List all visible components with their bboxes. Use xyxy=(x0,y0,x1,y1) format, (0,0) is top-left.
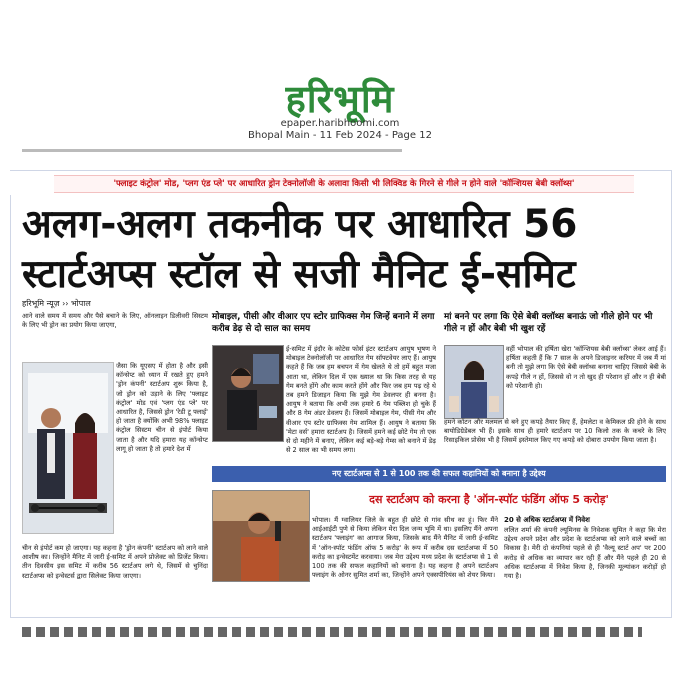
next-article-fragment xyxy=(22,624,662,640)
drone-founders-photo xyxy=(22,362,114,534)
column-1-intro: आने वाले समय में समय और पैसे बचाने के लिए, ऑनलाइन डिलीवरी सिस्टम के लिए भी ड्रोन का प्रयोग किया जाएगा, xyxy=(22,312,208,330)
investor-photo xyxy=(212,490,310,582)
headline-line-1: अलग-अलग तकनीक पर आधारित 56 xyxy=(22,202,578,247)
subhead-funding: दस स्टार्टअप को करना है 'ऑन-स्पॉट फंडिंग ऑफ 5 करोड़' xyxy=(369,493,609,506)
column-funding-body: भोपाल। मैं ग्वालियर जिले के बहुत ही छोटे से गांव सीथ का हूं। फिर मैंने आईआईटी पुणे से किया लेकिन मेरा दिल जन्म भूमि में था। इसलिए मैंने अपना स्टार्टअप 'फ्लाइंग' का आगाज किया, जिसके बाद मैंने मैनिट में जारी ई-समिट में 'ऑन-स्पॉट फंडिंग ऑफ 5 करोड़' के रूप में करीब दस स्टार्टअप्स में 50 करोड़ का इन्वेस्टमेंट करवाया। जब मेरा उद्देश्य मध्य प्रदेश के स्टार्टअप्स से 1 से 100 तक की सफल कहानियों को बनाना है। यह कहना है अपने स्टार्टअप फ्लाइंग के ओनर सुमित शर्मा का, जिन्होंने अपने एक्सपीरियंस को शेयर किया। xyxy=(312,516,498,580)
column-1-continuation: चीन से इंपोर्ट कम हो जाएगा। यह कहना है 'ड्रोन कंपनी' स्टार्टअप को लाने वाले आशीष का। जिन्होंने मैनिट में जारी ई-समिट में अपने प्रोजेक्ट को प्रिजेंट किया। तीन दिवसीय इस समिट में करीब 56 स्टार्टअप लगे थे, जिसमें से चुनिंदा स्टार्टअप्स को इन्वेस्टर्स द्वारा सिलेक्ट किया जाएगा। xyxy=(22,544,208,580)
column-1-body: जैसा कि यूएसए में होता है और इसी कॉन्सेप्ट को ध्यान में रखते हुए हमने 'ड्रोन कंपनी' स्टार्टअप शुरू किया है, जो ड्रोन को उड़ाने के लिए 'फ्लाइट कंट्रोल' मोड एवं 'प्लग एंड प्ले' पर आधारित है, जिससे ड्रोन 'रेडी टू फ्लाई' हो जाता है क्योंकि अभी 98% फ्लाइट कंट्रोल सिस्टम चीन से इंपोर्ट किया जाता है और यदि हमारा यह कॉन्सेप्ट लागू हो जाता है तो हमारे देश में xyxy=(116,362,208,453)
newspaper-logo: हरिभूमि xyxy=(285,76,395,121)
kicker-text: 'फ्लाइट कंट्रोल' मोड, 'प्लग एंड प्ले' पर आधारित ड्रोन टेक्नोलॉजी के अलावा किसी भी लिक्विड के गिरने से गीले न होने वाले 'कॉन्शियस बेबी क्लॉथ्स' xyxy=(54,175,634,193)
column-investment-body: ललित शर्मा की कंपनी ल्यूमिनस के निवेशक सुमित ने कहा कि मेरा उद्देश्य अपने प्रदेश और प्रदेश के स्टार्टअप्स को लाने वाले बच्चों का विकास है। मेरी दो कंपनियां पहले से ही 'वैल्यू स्टार्ट अप' पर 200 करोड़ से अधिक का व्यापार कर रही हैं और मैंने पहले ही 20 से अधिक स्टार्टअप्स में निवेश किया है, जिनकी मूल्यांकन करोड़ों हो गया है। xyxy=(504,526,666,581)
site-url[interactable]: epaper.haribhoomi.com xyxy=(280,118,400,129)
headline-line-2: स्टार्टअप्स स्टॉल से सजी मैनिट ई-समिट xyxy=(22,252,576,297)
blue-section-band: नए स्टार्टअप्स से 1 से 100 तक की सफल कहानियों को बनाना है उद्देश्य xyxy=(212,466,666,482)
column-investment-heading: 20 से अधिक स्टार्टअप्स में निवेश xyxy=(504,516,590,524)
subhead-baby-clothes: मां बनने पर लगा कि ऐसे बेबी क्लॉथ्स बनाऊं जो गीले होने पर भी गीले न हों और बेबी भी खुश रहें xyxy=(444,312,653,334)
column-games-body: ई-समिट में इंदौर के कोटेस फोर्स इंटर स्टार्टअप आयुष भूषण ने मोबाइल टेक्नोलॉजी पर आधारित गेम सॉफ्टवेयर लाए हैं। आयुष कहते हैं कि जब हम बचपन में गेम खेलते थे तो हमें बहुत मजा आता था, लेकिन दिल में एक ख्याल था कि किस तरह से यह गेम बनते होंगे और काम करते होंगे और फिर जब हम पढ़ रहे थे तब हमने डिजाइन किया कि मुझे गेम डेवलपर ही बनना है। आयुष ने बताया कि अभी तक हमारे 6 गेम पब्लिश हो चुके हैं और 8 गेम अंडर डेवलप हैं। जिसमें मोबाइल गेम, पीसी गेम और वीआर एप स्टोर ग्राफिक्स गेम शामिल हैं। आयुष ने बताया कि 'मेटा वर्स' हमारा स्टार्टअप है। जिसमें हमने कई छोटे गेम तो एक से दो महीने में बनाए, लेकिन कई बड़े-बड़े गेम्स को बनाने में डेढ़ से 2 साल का भी समय लगा। xyxy=(286,345,436,455)
column-baby-clothes-body: वहीं भोपाल की हर्षिता खेरा 'कॉन्शियस बेबी क्लॉथ्स' लेकर आई हैं। हर्षिता कहती हैं कि 7 साल के अपने डिजाइनर करियर में जब मैं मां बनी तो मुझे लगा कि ऐसे बेबी क्लॉथ्स बनाना चाहिए जिससे बेबी के कपड़े गीले न हों, जिससे वो न तो खुद ही परेशान हों और न ही बेबी को परेशानी हो। xyxy=(506,345,666,390)
edition-line: Bhopal Main - 11 Feb 2024 - Page 12 xyxy=(248,130,432,141)
headline xyxy=(22,200,662,300)
subhead-games: मोबाइल, पीसी और वीआर एप स्टोर ग्राफिक्स गेम जिन्हें बनाने में लगा करीब डेढ़ से दो साल का समय xyxy=(212,312,435,334)
byline: हरिभूमि न्यूज़ ›› भोपाल xyxy=(22,299,91,308)
game-developer-photo xyxy=(212,345,284,442)
kicker-strip xyxy=(10,171,670,195)
baby-clothes-founder-photo xyxy=(444,345,504,419)
previous-article-fragment xyxy=(22,148,422,154)
column-baby-clothes-continuation: हमने कॉटन और मलमल से बने हुए कपड़े तैयार किए हैं, हेमलेटा व केमिकल फ्री होने के साथ बायोडिग्रेडेबल भी हैं। इसके साथ ही हमारे स्टार्टअप पर 10 किलो तक के कचरे के लिए रिसाइकिल प्रोसेस भी है जिसमें इस्तेमाल किए गए कपड़े को दोबारा उपयोग किया जाता है। xyxy=(444,418,666,445)
